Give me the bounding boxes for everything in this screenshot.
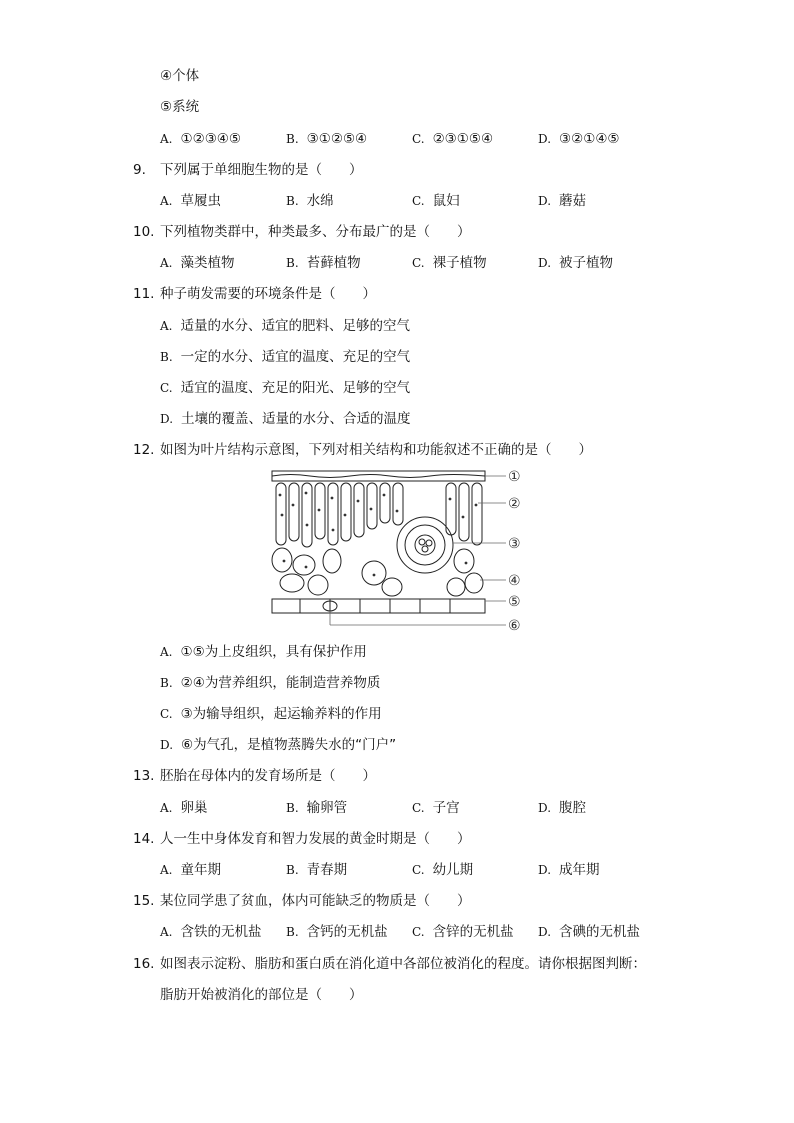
answer-option-a: A. 藻类植物 [160,255,235,271]
answer-option-b: B. 一定的水分、适宜的温度、充足的空气 [160,349,411,365]
answer-option-a: A. ①⑤为上皮组织，具有保护作用 [160,644,367,660]
question-stem: 种子萌发需要的环境条件是（ ） [160,286,376,302]
figure-label-4: ④ [508,573,521,589]
answer-option-d: D. 被子植物 [538,255,614,271]
figure-label-5: ⑤ [508,594,521,610]
upper-epidermis [272,471,485,481]
question-number: 15. [133,893,155,909]
question-stem: 如图为叶片结构示意图，下列对相关结构和功能叙述不正确的是（ ） [160,442,592,458]
answer-option-b: B. 青春期 [286,862,348,878]
question-stem: 胚胎在母体内的发育场所是（ ） [160,768,376,784]
lower-epidermis [272,599,485,613]
answer-option-d: D. ⑥为气孔，是植物蒸腾失水的“门户” [160,737,397,753]
answer-option-b: B. 苔藓植物 [286,255,361,271]
answer-option-d: D. 土壤的覆盖、适量的水分、合适的温度 [160,411,411,427]
figure-label-1: ① [508,469,521,485]
answer-option-d: D. 腹腔 [538,800,587,816]
answer-option-b: B. ③①②⑤④ [286,131,368,147]
answer-option-c: C. 含锌的无机盐 [412,924,514,940]
answer-option-c: C. 裸子植物 [412,255,487,271]
answer-option-c: C. 子宫 [412,800,460,816]
answer-option-d: D. 成年期 [538,862,600,878]
question-stem: 下列属于单细胞生物的是（ ） [160,162,363,178]
question-number: 11. [133,286,155,302]
question-number: 13. [133,768,155,784]
answer-option-c: C. ②③①⑤④ [412,131,494,147]
answer-option-a: A. 含铁的无机盐 [160,924,262,940]
option-item-4: ④个体 [160,68,200,84]
question-stem-continued: 脂肪开始被消化的部位是（ ） [160,987,363,1003]
answer-option-a: A. 适量的水分、适宜的肥料、足够的空气 [160,318,410,334]
answer-option-d: D. ③②①④⑤ [538,131,620,147]
answer-option-a: A. ①②③④⑤ [160,131,241,147]
answer-option-c: C. ③为输导组织，起运输养料的作用 [160,706,382,722]
figure-label-3: ③ [508,536,521,552]
question-stem: 如图表示淀粉、脂肪和蛋白质在消化道中各部位被消化的程度。请你根据图判断： [160,956,646,972]
question-number: 10. [133,224,155,240]
option-item-5: ⑤系统 [160,99,200,115]
answer-option-c: C. 幼儿期 [412,862,474,878]
answer-option-b: B. 输卵管 [286,800,348,816]
leaf-vein [397,517,453,573]
question-number: 9. [133,162,146,178]
question-stem: 人一生中身体发育和智力发展的黄金时期是（ ） [160,831,471,847]
question-number: 16. [133,956,155,972]
answer-option-a: A. 草履虫 [160,193,221,209]
answer-option-d: D. 含碘的无机盐 [538,924,641,940]
question-stem: 下列植物类群中，种类最多、分布最广的是（ ） [160,224,471,240]
leaf-structure-figure [270,465,532,635]
answer-option-a: A. 童年期 [160,862,221,878]
answer-option-c: C. 适宜的温度、充足的阳光、足够的空气 [160,380,411,396]
figure-label-2: ② [508,496,521,512]
answer-option-b: B. ②④为营养组织，能制造营养物质 [160,675,381,691]
question-number: 12. [133,442,155,458]
answer-option-d: D. 蘑菇 [538,193,587,209]
answer-option-c: C. 鼠妇 [412,193,460,209]
answer-option-b: B. 含钙的无机盐 [286,924,388,940]
answer-option-b: B. 水绵 [286,193,334,209]
answer-option-a: A. 卵巢 [160,800,208,816]
question-stem: 某位同学患了贫血，体内可能缺乏的物质是（ ） [160,893,471,909]
figure-label-6: ⑥ [508,618,521,634]
question-number: 14. [133,831,155,847]
